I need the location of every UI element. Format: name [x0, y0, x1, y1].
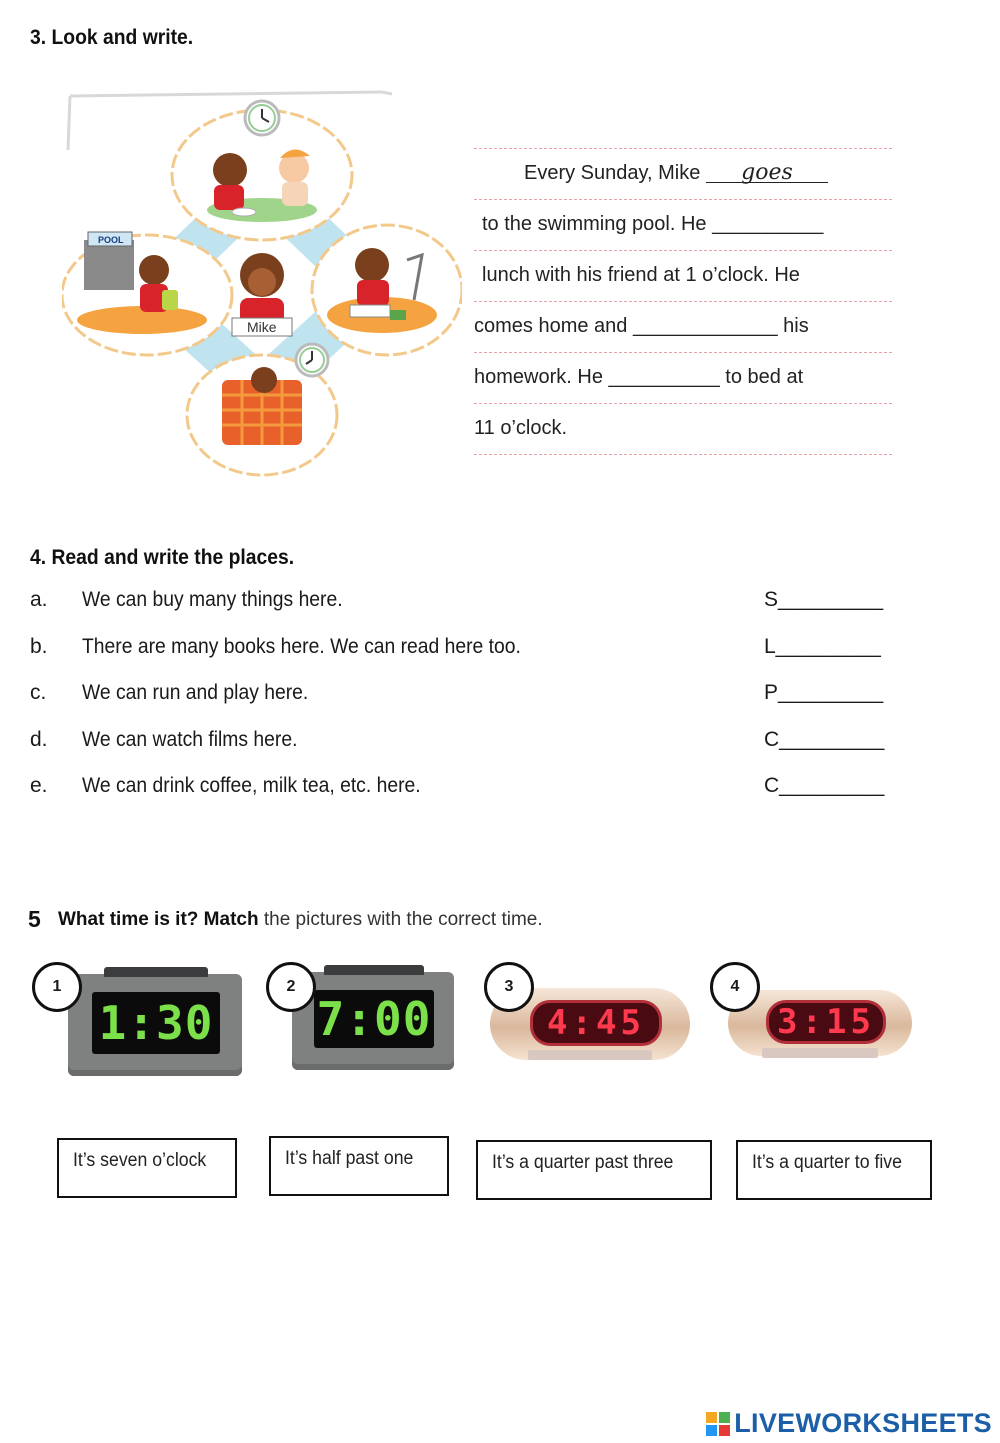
line-rule: [474, 199, 892, 200]
mike-name-tag: Mike: [247, 319, 277, 335]
passage-line-3: [482, 264, 800, 287]
line-rule: [474, 148, 892, 149]
time-option-box[interactable]: [736, 1140, 932, 1200]
line-rule: [474, 301, 892, 302]
section3-heading: 3. Look and write.: [30, 26, 194, 49]
answer-field[interactable]: L_________: [764, 635, 881, 658]
section4-heading: 4. Read and write the places.: [30, 546, 295, 569]
answer-blank[interactable]: __________: [712, 213, 824, 235]
passage-line-1: [524, 162, 828, 185]
clock-top-cap: [324, 965, 424, 975]
clock-icon: [245, 101, 279, 135]
section5-number: 5: [28, 906, 41, 932]
routine-scene-svg: [62, 90, 462, 490]
line-rule: [474, 250, 892, 251]
clock-base: [528, 1050, 652, 1060]
answer-field[interactable]: P_________: [764, 681, 884, 704]
answer-field[interactable]: C_________: [764, 774, 885, 797]
item-letter: b.: [30, 635, 48, 658]
clock-number: 4: [730, 978, 740, 995]
section5-title: [58, 909, 543, 931]
item-text: We can drink coffee, milk tea, etc. here.: [82, 774, 421, 797]
line-rule: [474, 454, 892, 455]
item-letter: c.: [30, 681, 47, 704]
passage-text: lunch with his friend at 1 o’clock. He: [482, 264, 800, 286]
line-rule: [474, 403, 892, 404]
clock-icon: [296, 344, 328, 376]
number-circle: [266, 962, 316, 1012]
answer-goes: goes: [741, 160, 793, 185]
logo-blocks-icon: [706, 1412, 730, 1436]
passage-line-5: [474, 366, 803, 389]
passage-line-6: [474, 417, 567, 440]
item-letter: a.: [30, 588, 48, 611]
mike-figure: [232, 253, 292, 336]
section5-title-bold: What time is it? Match: [58, 909, 259, 930]
logo-text: LIVEWORKSHEETS: [734, 1408, 992, 1438]
passage-text: Every Sunday, Mike: [524, 162, 706, 184]
clock-number: 2: [286, 978, 296, 995]
time-option-box[interactable]: [57, 1138, 237, 1198]
time-option-text: It’s seven o’clock: [73, 1150, 207, 1171]
clock-top-cap: [104, 967, 208, 977]
passage-line-4: [474, 315, 809, 338]
item-text: We can watch films here.: [82, 728, 298, 751]
answer-field[interactable]: S_________: [764, 588, 884, 611]
clock-display: 7:00: [314, 990, 434, 1048]
number-circle: [710, 962, 760, 1012]
item-letter: e.: [30, 774, 48, 797]
answer-filled[interactable]: [706, 160, 828, 185]
digital-clock-1[interactable]: [68, 974, 242, 1076]
fill-in-passage: [474, 140, 894, 470]
daily-routine-illustration: [62, 90, 462, 490]
passage-line-2: [482, 213, 823, 236]
passage-text: comes home and: [474, 315, 633, 337]
clock-number: 3: [504, 978, 514, 995]
liveworksheets-logo: [706, 1408, 992, 1439]
time-option-text: It’s a quarter to five: [752, 1152, 902, 1173]
digital-clock-2[interactable]: [292, 972, 454, 1070]
item-text: We can buy many things here.: [82, 588, 343, 611]
passage-text: 11 o’clock.: [474, 417, 568, 439]
clock-display: 4:45: [530, 1000, 662, 1046]
time-option-text: It’s half past one: [285, 1148, 414, 1169]
time-option-box[interactable]: [476, 1140, 712, 1200]
pool-sign-text: POOL: [98, 235, 124, 245]
pool-scene: [62, 232, 232, 355]
line-rule: [474, 352, 892, 353]
item-text: We can run and play here.: [82, 681, 309, 704]
passage-text: to bed at: [719, 366, 804, 388]
section5-title-rest: the pictures with the correct time.: [258, 909, 543, 930]
answer-field[interactable]: C_________: [764, 728, 885, 751]
passage-text: his: [777, 315, 809, 337]
homework-scene: [312, 225, 462, 355]
item-text: There are many books here. We can read here too.: [82, 635, 521, 658]
passage-text: to the swimming pool. He: [482, 213, 713, 235]
clock-display: 1:30: [92, 992, 220, 1054]
clock-display: 3:15: [766, 1000, 886, 1044]
time-option-text: It’s a quarter past three: [492, 1152, 674, 1173]
clock-base: [762, 1048, 878, 1058]
answer-blank[interactable]: _____________: [632, 315, 778, 337]
clock-number: 1: [52, 978, 62, 995]
time-option-box[interactable]: [269, 1136, 449, 1196]
number-circle: [484, 962, 534, 1012]
item-letter: d.: [30, 728, 48, 751]
passage-text: homework. He: [474, 366, 609, 388]
number-circle: [32, 962, 82, 1012]
answer-blank[interactable]: __________: [608, 366, 720, 388]
